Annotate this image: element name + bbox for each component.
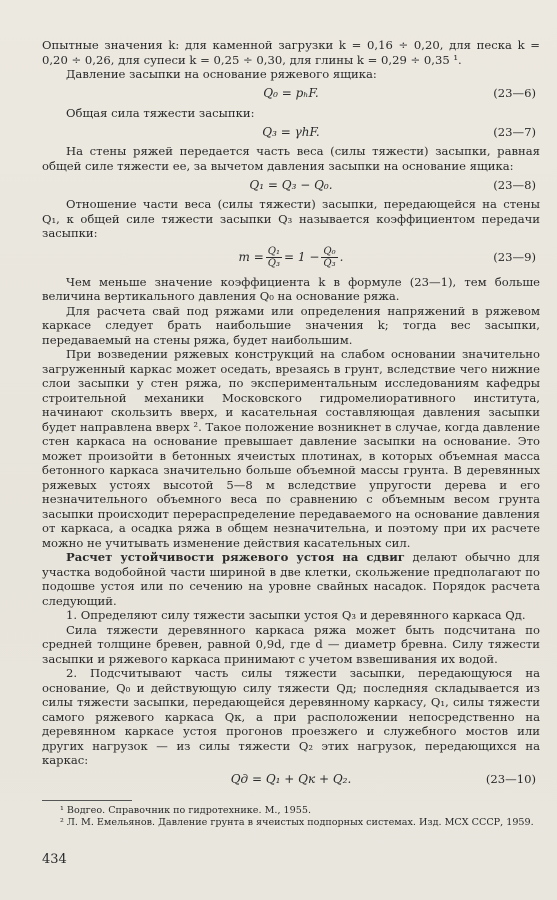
equation-23-6 [42, 82, 540, 106]
equation-23-8 [42, 173, 540, 197]
equation-middle: = 1 − [284, 250, 320, 265]
paragraph-base-pressure: Давление засыпки на основание ряжевого ящика: [66, 67, 377, 81]
equation-expression: Q₀ = pₕF. [263, 86, 319, 101]
fraction-denominator: Q₃ [267, 258, 281, 269]
paragraph-walls-load: На стены ряжей передается часть веса (силы тяжести) засыпки, равная общей силе тяжести ее, за вычетом давления засыпки на основание ящика: [42, 144, 540, 173]
equation-expression: Q₃ = γhF. [262, 124, 320, 139]
paragraph-transfer-coefficient: Отношение части веса (силы тяжести) засыпки, передающейся на стены Q₁, к общей силе тяжести засыпки Q₃ называется коэффициентом передачи засыпки: [42, 197, 540, 240]
paragraph-k-effect: Чем меньше значение коэффициента k в формуле (23—1), тем больше величина вертикального давления Q₀ на основание ряжа. [42, 274, 540, 303]
paragraph-weak-base: При возведении ряжевых конструкций на слабом основании значительно загруженный каркас может оседать, врезаясь в грунт, вследствие чего нижние слои засыпки у стен ряжа, по экспериментальным исследованиям кафедры строительной механики Московского гидромелиоративного института, начинают скользить вверх, и касательная составляющая давления засыпки будет направлена вверх ². Такое положение возникнет в случае, когда давление стен каркаса на основание превышает давление засыпки на основание. Это может произойти в бетонных ячеистых плотинах, в которых объемная масса бетонного каркаса значительно больше объемной массы грунта. В деревянных ряжевых устоях высотой 5—8 м вследствие упругости дерева и его незначительного объемного веса по сравнению с объемным весом грунта засыпки происходит перераспределение передаваемого на основание давления от каркаса, а осадка ряжа в общем незначительна, и поэтому при их расчете можно не учитывать изменение действия касательных сил. [42, 347, 540, 550]
fraction-q1-q3 [266, 246, 282, 269]
paragraph-frame-weight: Сила тяжести деревянного каркаса ряжа может быть подсчитана по средней толщине бревен, равной 0,9d, где d — диаметр бревна. Силу тяжести засыпки и ряжевого каркаса принимают с учетом взвешивания их водой. [42, 622, 540, 666]
paragraph-rest: делают обычно для участка водобойной части шириной в две клетки, скольжение предполагают по подошве устоя или по сечению на уровне свайных насадок. Порядок расчета следующий. [42, 550, 540, 608]
fraction-numerator: Q₁ [267, 246, 281, 257]
equation-end: . [339, 250, 344, 265]
fraction-numerator: Q₀ [323, 246, 336, 257]
equation-23-10 [42, 768, 540, 792]
page-number: 434 [42, 852, 67, 867]
fraction-q0-q3 [321, 246, 337, 269]
equation-number: (23—7) [493, 124, 536, 139]
paragraph-total-weight: Общая сила тяжести засыпки: [66, 105, 255, 120]
equation-number: (23—9) [493, 250, 536, 265]
page-body [42, 38, 540, 829]
equation-23-7 [42, 120, 540, 144]
bold-heading: Расчет устойчивости ряжевого устоя на сдвиг [66, 550, 405, 564]
paragraph-step-1: 1. Определяют силу тяжести засыпки устоя Q₃ и деревянного каркаса Qд. [66, 608, 526, 622]
paragraph-k-values: Опытные значения k: для каменной загрузки k = 0,16 ÷ 0,20, для песка k = 0,20 ÷ 0,26, для супеси k = 0,25 ÷ 0,30, для глины k = 0,29 ÷ 0,35 ¹. [42, 38, 540, 67]
equation-23-9 [42, 241, 540, 275]
equation-expression: Qд = Q₁ + Qк + Q₂. [230, 772, 352, 787]
equation-number: (23—10) [485, 772, 536, 787]
paragraph-step-2: 2. Подсчитывают часть силы тяжести засыпки, передающуюся на основание, Q₀ и действующую силу тяжести Qд; последняя складывается из силы тяжести засыпки, передающейся деревянному каркасу, Q₁, силы тяжести самого ряжевого каркаса Qк, а при расположении непосредственно на деревянном каркасе устоя прогонов проезжего и служебного мостов или других нагрузок — из силы тяжести Q₂ этих нагрузок, передающихся на каркас: [42, 666, 540, 767]
equation-expression: Q₁ = Q₃ − Q₀. [249, 177, 333, 192]
paragraph-shear-stability [42, 550, 540, 608]
footnote-2: ² Л. М. Емельянов. Давление грунта в ячеистых подпорных системах. Изд. МСХ СССР, 1959. [60, 816, 534, 828]
footnote-1: ¹ Водгео. Справочник по гидротехнике. М., 1955. [60, 804, 312, 816]
equation-number: (23—8) [493, 177, 536, 192]
paragraph-pile-calc: Для расчета свай под ряжами или определения напряжений в ряжевом каркасе следует брать наибольшие значения k; тогда вес засыпки, передаваемый на стены ряжа, будет наибольшим. [42, 303, 540, 347]
footnote-divider [42, 800, 132, 801]
equation-left: m = [238, 250, 264, 265]
equation-number: (23—6) [493, 86, 536, 101]
fraction-denominator: Q₃ [323, 258, 336, 269]
